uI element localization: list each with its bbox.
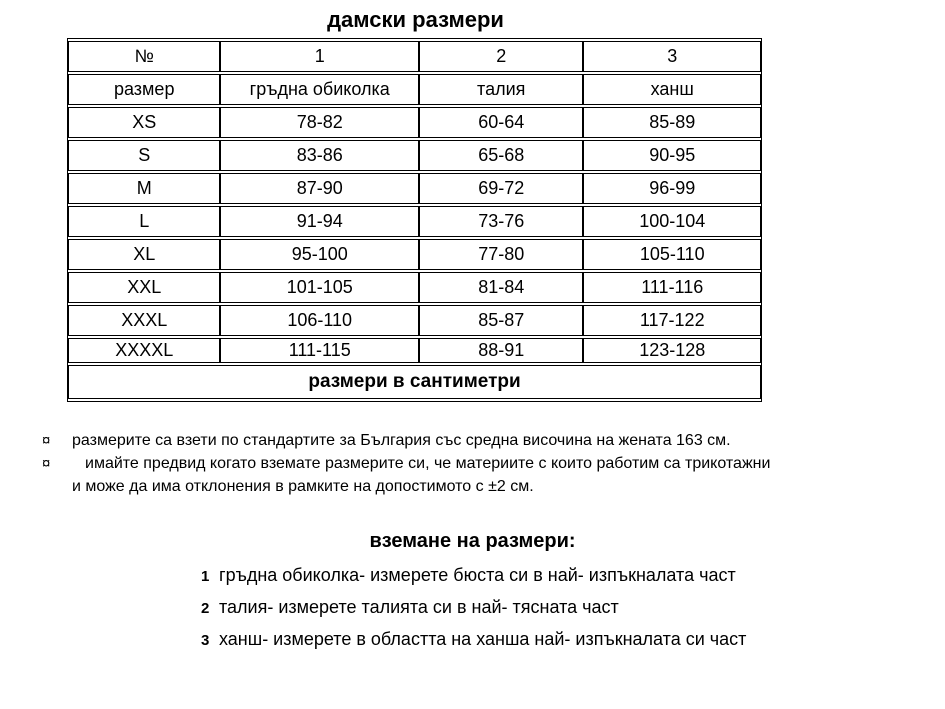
- waist-cell: 85-87: [419, 305, 583, 336]
- size-cell: S: [68, 140, 220, 171]
- note-text-line2: и може да има отклонения в рамките на допостимото с ±2 см.: [72, 478, 534, 495]
- size-cell: XXXXL: [68, 338, 220, 363]
- header-cell-1: 1: [220, 41, 419, 72]
- table-row-xs: [68, 107, 761, 138]
- currency-bullet-icon: ¤: [42, 432, 51, 449]
- size-cell: XXL: [68, 272, 220, 303]
- waist-cell: 73-76: [419, 206, 583, 237]
- bust-cell: 87-90: [220, 173, 419, 204]
- hips-cell: 85-89: [583, 107, 761, 138]
- item-number: 1: [201, 568, 210, 585]
- note-item-standards: [42, 429, 912, 452]
- waist-cell: 69-72: [419, 173, 583, 204]
- table-row-xl: [68, 239, 761, 270]
- page-title: дамски размери: [327, 7, 504, 32]
- size-cell: L: [68, 206, 220, 237]
- bust-cell: 78-82: [220, 107, 419, 138]
- note-text: размерите са взети по стандартите за България със средна височина на жената 163 см.: [72, 432, 731, 449]
- label-cell-bust: гръдна обиколка: [220, 74, 419, 105]
- note-item-tolerance: [42, 452, 912, 498]
- bust-cell: 95-100: [220, 239, 419, 270]
- label-cell-waist: талия: [419, 74, 583, 105]
- size-cell: XL: [68, 239, 220, 270]
- bust-cell: 101-105: [220, 272, 419, 303]
- table-header-row: [68, 41, 761, 72]
- size-cell: XXXL: [68, 305, 220, 336]
- hips-cell: 90-95: [583, 140, 761, 171]
- waist-cell: 65-68: [419, 140, 583, 171]
- table-row-xxxl: [68, 305, 761, 336]
- item-number: 2: [201, 600, 210, 617]
- waist-cell: 88-91: [419, 338, 583, 363]
- hips-cell: 96-99: [583, 173, 761, 204]
- note-text-line1: имайте предвид когато вземате размерите си, че материите с които работим са трикотажни: [85, 455, 771, 472]
- hips-cell: 123-128: [583, 338, 761, 363]
- table-row-xxxxl: [68, 338, 761, 363]
- measuring-item-hips: [201, 624, 945, 656]
- header-cell-3: 3: [583, 41, 761, 72]
- table-row-xxl: [68, 272, 761, 303]
- bust-cell: 111-115: [220, 338, 419, 363]
- waist-cell: 81-84: [419, 272, 583, 303]
- hips-cell: 100-104: [583, 206, 761, 237]
- item-text: гръдна обиколка- измерете бюста си в най- изпъкналата част: [219, 565, 736, 585]
- notes-section: [42, 429, 912, 498]
- table-row-l: [68, 206, 761, 237]
- bust-cell: 83-86: [220, 140, 419, 171]
- waist-cell: 60-64: [419, 107, 583, 138]
- measuring-heading: вземане на размери:: [369, 530, 576, 552]
- measuring-item-waist: [201, 592, 945, 624]
- hips-cell: 111-116: [583, 272, 761, 303]
- table-label-row: [68, 74, 761, 105]
- waist-cell: 77-80: [419, 239, 583, 270]
- measuring-list: [201, 560, 945, 656]
- bust-cell: 91-94: [220, 206, 419, 237]
- currency-bullet-icon: ¤: [42, 455, 51, 472]
- size-cell: M: [68, 173, 220, 204]
- size-table: [68, 39, 761, 401]
- table-row-s: [68, 140, 761, 171]
- label-cell-size: размер: [68, 74, 220, 105]
- bust-cell: 106-110: [220, 305, 419, 336]
- table-row-m: [68, 173, 761, 204]
- measuring-item-bust: [201, 560, 945, 592]
- item-text: талия- измерете талията си в най- тясната част: [219, 597, 619, 617]
- note-text: [72, 452, 912, 498]
- size-chart-section: [67, 0, 764, 402]
- table-footer-row: [68, 365, 761, 399]
- item-text: ханш- измерете в областта на ханша най- изпъкналата си част: [219, 629, 747, 649]
- units-footer: размери в сантиметри: [68, 365, 761, 399]
- item-number: 3: [201, 632, 210, 649]
- header-cell-numero: №: [68, 41, 220, 72]
- hips-cell: 117-122: [583, 305, 761, 336]
- size-cell: XS: [68, 107, 220, 138]
- label-cell-hips: ханш: [583, 74, 761, 105]
- hips-cell: 105-110: [583, 239, 761, 270]
- size-table-frame: [67, 38, 762, 402]
- header-cell-2: 2: [419, 41, 583, 72]
